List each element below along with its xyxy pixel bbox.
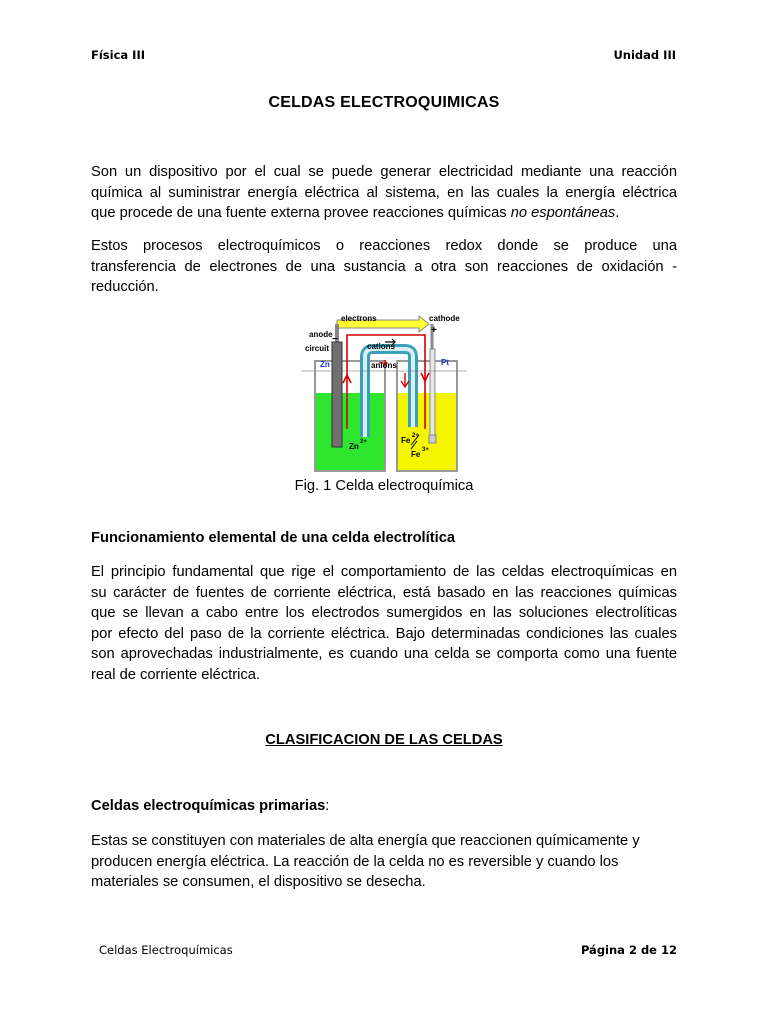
paragraph-line: transferencia de electrones de una sustancia a otra son reacciones de oxidación - bbox=[91, 258, 677, 275]
anions-label: anions bbox=[371, 361, 397, 370]
heading-colon: : bbox=[325, 798, 330, 814]
paragraph-line: por efecto del paso de la corriente eléctrica. Bajo determinadas condiciones las cuales bbox=[91, 625, 677, 642]
section-title-clasificacion: CLASIFICACION DE LAS CELDAS bbox=[265, 732, 503, 748]
electrochemical-cell-figure bbox=[301, 309, 467, 475]
figure-caption: Fig. 1 Celda electroquímica bbox=[294, 478, 474, 494]
line-text: que procede de una fuente externa provee reacciones químicas bbox=[91, 205, 511, 221]
paragraph-line: Estas se constituyen con materiales de alta energía que reaccionen químicamente y bbox=[91, 833, 640, 849]
paragraph-line bbox=[91, 203, 677, 224]
page-title: CELDAS ELECTROQUIMICAS bbox=[268, 94, 500, 111]
paragraph-line: Estos procesos electroquímicos o reacciones redox donde se produce una bbox=[91, 238, 677, 254]
cations-label: cations bbox=[367, 342, 396, 351]
cathode-label: cathode bbox=[429, 314, 460, 323]
fe2-label: Fe bbox=[401, 436, 411, 445]
cell-diagram bbox=[301, 309, 467, 475]
platinum-electrode bbox=[430, 349, 435, 437]
footer-left: Celdas Electroquímicas bbox=[99, 943, 233, 957]
line-text: . bbox=[615, 205, 620, 221]
section-heading-funcionamiento: Funcionamiento elemental de una celda electrolítica bbox=[91, 530, 456, 546]
left-solution bbox=[316, 393, 384, 470]
paragraph-line: que se llevan a cabo entre los electrodos sumergidos en las soluciones electrolíticas bbox=[91, 605, 677, 621]
right-down-arrow bbox=[401, 373, 409, 387]
plus-sign: + bbox=[431, 325, 437, 336]
anode-label: anode bbox=[309, 330, 333, 339]
right-solution bbox=[398, 393, 456, 470]
header-right: Unidad III bbox=[613, 48, 676, 62]
zn-ion-label: Zn bbox=[349, 442, 359, 451]
section-heading-primarias bbox=[91, 798, 329, 814]
italic-text: no espontáneas bbox=[510, 205, 616, 221]
pt-label: Pt bbox=[441, 358, 449, 367]
fe3-label: Fe bbox=[411, 450, 421, 459]
minus-sign: − bbox=[332, 334, 338, 345]
electrons-label: electrons bbox=[341, 314, 377, 323]
paragraph-line: El principio fundamental que rige el comportamiento de las celdas electroquímicas en bbox=[91, 564, 677, 580]
zn-ion-charge: 2+ bbox=[360, 439, 367, 445]
platinum-tip bbox=[429, 435, 436, 443]
redox-paragraph bbox=[91, 236, 677, 298]
footer-page-number: Página 2 de 12 bbox=[580, 943, 677, 957]
paragraph-line: química al suministrar energía eléctrica al sistema, en las cuales la energía eléctrica bbox=[91, 184, 677, 201]
heading-bold: Celdas electroquímicas primarias bbox=[91, 798, 326, 814]
paragraph-line: su carácter de fuentes de corriente eléctrica, está basado en las reacciones químicas bbox=[91, 584, 677, 601]
fe2-charge: 2+ bbox=[412, 433, 419, 439]
header-left: Física III bbox=[91, 48, 146, 62]
paragraph-line: Son un dispositivo por el cual se puede generar electricidad mediante una reacción bbox=[91, 164, 677, 180]
paragraph-line: materiales se consumen, el dispositivo se desecha. bbox=[91, 874, 426, 890]
zn-label: Zn bbox=[320, 360, 330, 369]
fe3-charge: 3+ bbox=[422, 447, 429, 453]
zinc-electrode bbox=[332, 342, 342, 447]
paragraph-line: producen energía eléctrica. La reacción de la celda no es reversible y cuando los bbox=[91, 853, 619, 870]
primary-cells-paragraph bbox=[91, 831, 677, 893]
paragraph-line: real de corriente eléctrica. bbox=[91, 666, 260, 683]
principle-paragraph bbox=[91, 562, 677, 685]
intro-paragraph bbox=[91, 162, 677, 224]
paragraph-line: son aprovechadas industrialmente, es cuando una celda se comporta como una fuente bbox=[91, 646, 677, 662]
paragraph-line: reducción. bbox=[91, 279, 159, 295]
circuit-label: circuit bbox=[305, 344, 330, 353]
